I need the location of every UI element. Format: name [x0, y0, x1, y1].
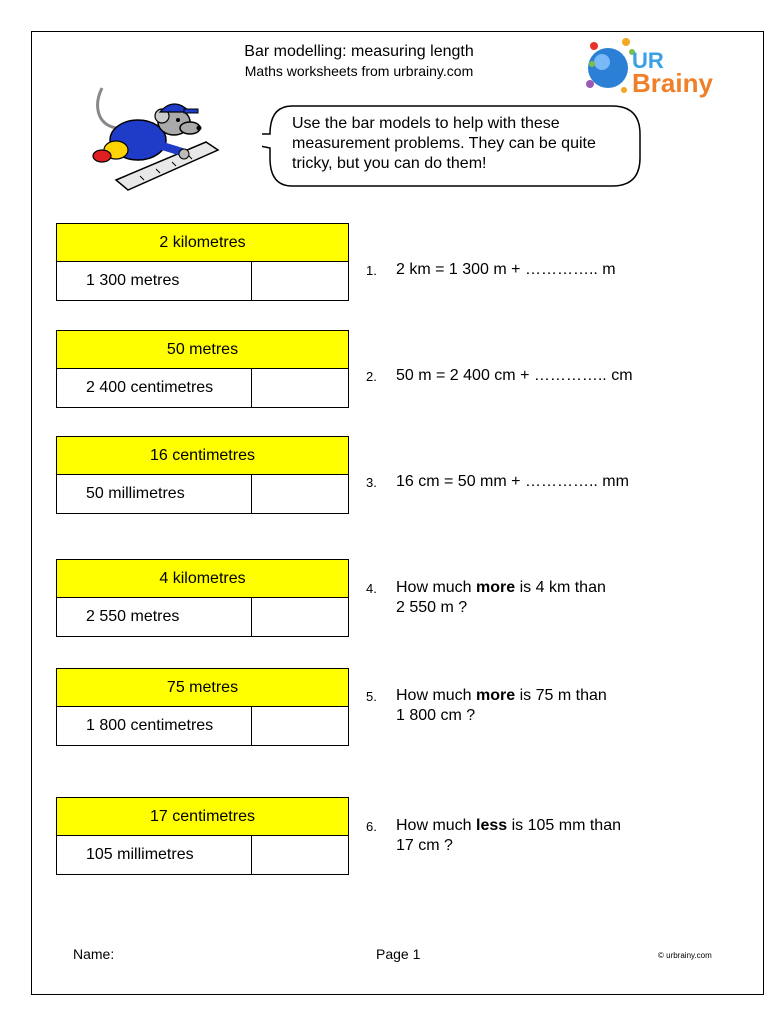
- question-prefix: How much: [396, 817, 477, 834]
- question-3-text: 16 cm = 50 mm + ………….. mm: [396, 473, 629, 490]
- bar-whole-label: 75 metres: [57, 669, 348, 707]
- question-6-text: [396, 816, 696, 856]
- bar-whole-label: 50 metres: [57, 331, 348, 369]
- worksheet-title: Bar modelling: measuring length: [244, 43, 474, 60]
- question-5-text: [396, 686, 696, 726]
- bar-whole-label: 16 centimetres: [57, 437, 348, 475]
- bar-part-label: 2 400 centimetres: [57, 369, 252, 407]
- question-1-text: 2 km = 1 300 m + ………….. m: [396, 261, 616, 278]
- question-suffix: is 4 km than: [515, 579, 606, 596]
- question-emphasis: more: [476, 579, 516, 596]
- question-5-number: 5.: [366, 689, 377, 704]
- bar-whole-label: 2 kilometres: [57, 224, 348, 262]
- question-3-number: 3.: [366, 475, 377, 490]
- bar-part-label: 1 800 centimetres: [57, 707, 252, 745]
- question-emphasis: less: [476, 817, 508, 834]
- question-line2: 1 800 cm ?: [396, 707, 476, 724]
- bar-model-2: [56, 330, 349, 408]
- question-1-number: 1.: [366, 263, 377, 278]
- question-4-number: 4.: [366, 581, 377, 596]
- question-prefix: How much: [396, 579, 477, 596]
- mouse-mascot-illustration: [86, 84, 234, 196]
- copyright-notice: © urbrainy.com: [658, 951, 712, 960]
- page-number: Page 1: [376, 946, 421, 962]
- question-emphasis: more: [476, 687, 516, 704]
- question-suffix: is 75 m than: [515, 687, 607, 704]
- speech-bubble-text: Use the bar models to help with these measurement problems. They can be quite tricky, but you can do them!: [292, 115, 596, 172]
- bar-whole-label: 4 kilometres: [57, 560, 348, 598]
- question-2-number: 2.: [366, 369, 377, 384]
- bar-whole-label: 17 centimetres: [57, 798, 348, 836]
- question-2-text: 50 m = 2 400 cm + ………….. cm: [396, 367, 633, 384]
- bar-part-label: 50 millimetres: [57, 475, 252, 513]
- logo-text-top: UR: [632, 48, 664, 73]
- bar-missing-part: [252, 475, 348, 513]
- worksheet-subtitle: Maths worksheets from urbrainy.com: [244, 63, 474, 79]
- bar-part-label: 105 millimetres: [57, 836, 252, 874]
- bar-model-4: [56, 559, 349, 637]
- question-4-text: [396, 578, 696, 618]
- bar-missing-part: [252, 262, 348, 300]
- question-prefix: How much: [396, 687, 477, 704]
- bar-model-6: [56, 797, 349, 875]
- bar-missing-part: [252, 369, 348, 407]
- question-suffix: is 105 mm than: [507, 817, 621, 834]
- bar-model-3: [56, 436, 349, 514]
- question-line2: 17 cm ?: [396, 837, 453, 854]
- question-6-number: 6.: [366, 819, 377, 834]
- question-line2: 2 550 m ?: [396, 599, 468, 616]
- urbrainy-logo: [586, 34, 736, 100]
- bar-part-label: 2 550 metres: [57, 598, 252, 636]
- bar-missing-part: [252, 598, 348, 636]
- bar-model-5: [56, 668, 349, 746]
- bar-part-label: 1 300 metres: [57, 262, 252, 300]
- bar-missing-part: [252, 836, 348, 874]
- bar-missing-part: [252, 707, 348, 745]
- bar-model-1: [56, 223, 349, 301]
- logo-text-bottom: Brainy: [632, 68, 713, 98]
- name-label: Name:: [73, 946, 115, 962]
